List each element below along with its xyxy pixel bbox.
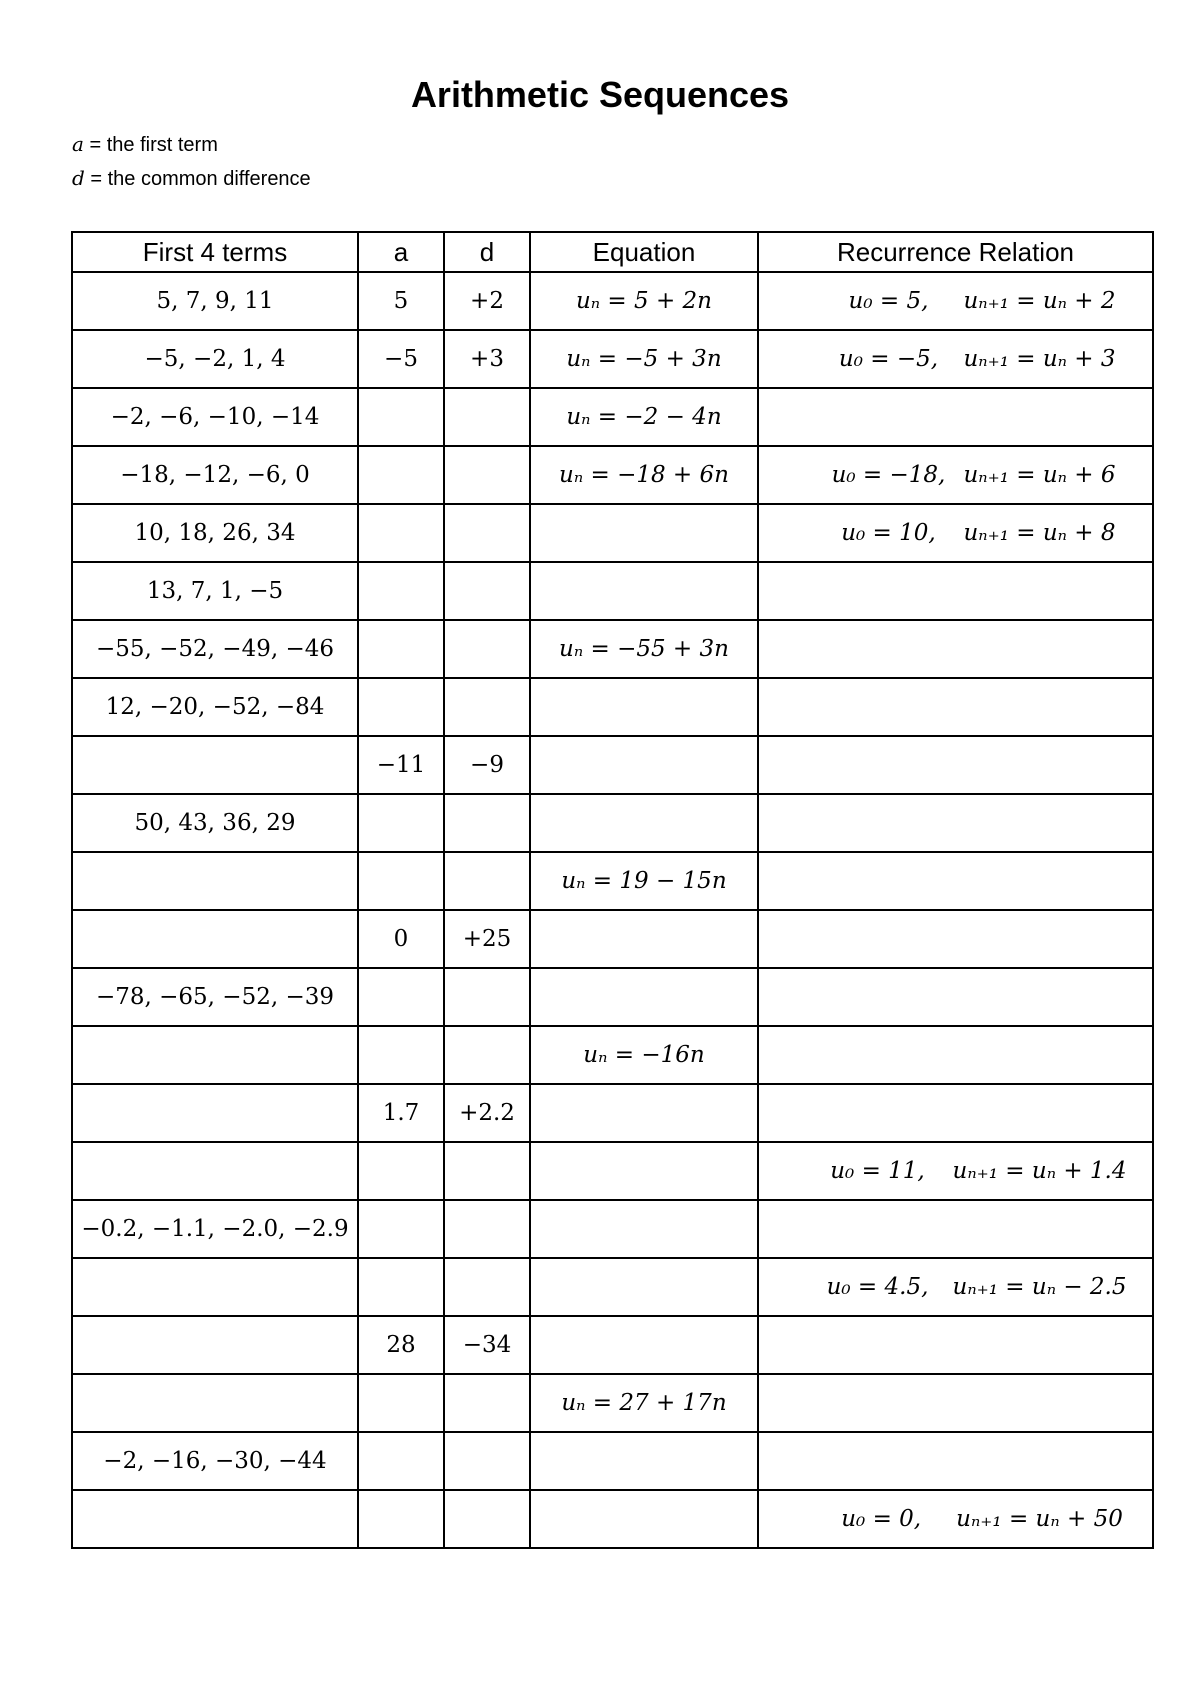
cell-d — [444, 678, 530, 736]
cell-a — [358, 794, 444, 852]
header-a: a — [358, 232, 444, 272]
cell-first-terms: −78, −65, −52, −39 — [72, 968, 358, 1026]
cell-a — [358, 968, 444, 1026]
table-row — [72, 794, 1153, 852]
table-row — [72, 1200, 1153, 1258]
table-row — [72, 504, 1153, 562]
cell-equation — [530, 794, 758, 852]
cell-d — [444, 1258, 530, 1316]
cell-recurrence — [758, 1258, 1153, 1316]
cell-recurrence — [758, 1084, 1153, 1142]
table-row — [72, 1142, 1153, 1200]
cell-equation — [530, 678, 758, 736]
cell-equation: uₙ = −2 − 4n — [530, 388, 758, 446]
cell-d — [444, 504, 530, 562]
cell-d: +3 — [444, 330, 530, 388]
table-row — [72, 388, 1153, 446]
table-row — [72, 272, 1153, 330]
recurrence-next-term: uₙ₊₁ = uₙ + 3 — [963, 346, 1116, 372]
cell-first-terms: −2, −16, −30, −44 — [72, 1432, 358, 1490]
cell-a: 0 — [358, 910, 444, 968]
cell-equation — [530, 736, 758, 794]
cell-first-terms — [72, 1316, 358, 1374]
cell-d — [444, 1142, 530, 1200]
recurrence-initial-term: u₀ = 4.5, — [826, 1274, 929, 1300]
recurrence-next-term: uₙ₊₁ = uₙ + 8 — [963, 520, 1116, 546]
cell-first-terms — [72, 852, 358, 910]
cell-d — [444, 388, 530, 446]
cell-equation: uₙ = −18 + 6n — [530, 446, 758, 504]
cell-first-terms: 10, 18, 26, 34 — [72, 504, 358, 562]
table-row — [72, 1316, 1153, 1374]
definition-d-variable: d — [72, 166, 85, 190]
cell-a — [358, 620, 444, 678]
cell-recurrence — [758, 272, 1153, 330]
cell-recurrence — [758, 1026, 1153, 1084]
cell-equation: uₙ = 27 + 17n — [530, 1374, 758, 1432]
cell-d — [444, 1200, 530, 1258]
cell-a — [358, 678, 444, 736]
table-row — [72, 852, 1153, 910]
recurrence-initial-term: u₀ = −18, — [831, 462, 946, 488]
header-recurrence: Recurrence Relation — [758, 232, 1153, 272]
cell-d — [444, 1490, 530, 1548]
cell-d: +2.2 — [444, 1084, 530, 1142]
table-row — [72, 1490, 1153, 1548]
cell-first-terms: −5, −2, 1, 4 — [72, 330, 358, 388]
cell-a — [358, 1026, 444, 1084]
recurrence-next-term: uₙ₊₁ = uₙ − 2.5 — [952, 1274, 1127, 1300]
table-row — [72, 1258, 1153, 1316]
table-body — [72, 272, 1153, 1548]
cell-recurrence — [758, 794, 1153, 852]
cell-a — [358, 1490, 444, 1548]
cell-a — [358, 1374, 444, 1432]
cell-recurrence — [758, 1142, 1153, 1200]
cell-equation — [530, 1258, 758, 1316]
definition-a — [72, 132, 218, 157]
cell-recurrence — [758, 1374, 1153, 1432]
header-equation: Equation — [530, 232, 758, 272]
cell-d — [444, 1432, 530, 1490]
header-d: d — [444, 232, 530, 272]
cell-a — [358, 1258, 444, 1316]
cell-equation — [530, 1200, 758, 1258]
cell-first-terms: −2, −6, −10, −14 — [72, 388, 358, 446]
cell-recurrence — [758, 678, 1153, 736]
cell-a: −5 — [358, 330, 444, 388]
cell-a: 5 — [358, 272, 444, 330]
header-row — [72, 232, 1153, 272]
cell-recurrence — [758, 1316, 1153, 1374]
cell-equation — [530, 910, 758, 968]
cell-first-terms — [72, 1490, 358, 1548]
cell-equation — [530, 562, 758, 620]
cell-a — [358, 446, 444, 504]
table-row — [72, 1026, 1153, 1084]
recurrence-initial-term: u₀ = 0, — [841, 1506, 922, 1532]
recurrence-next-term: uₙ₊₁ = uₙ + 6 — [963, 462, 1116, 488]
cell-a — [358, 1432, 444, 1490]
cell-a — [358, 852, 444, 910]
cell-recurrence — [758, 1432, 1153, 1490]
cell-recurrence — [758, 852, 1153, 910]
recurrence-initial-term: u₀ = 5, — [848, 288, 929, 314]
cell-recurrence — [758, 504, 1153, 562]
table-row — [72, 562, 1153, 620]
table-row — [72, 968, 1153, 1026]
cell-first-terms: −18, −12, −6, 0 — [72, 446, 358, 504]
recurrence-next-term: uₙ₊₁ = uₙ + 2 — [963, 288, 1116, 314]
table-row — [72, 620, 1153, 678]
cell-a — [358, 504, 444, 562]
cell-d — [444, 446, 530, 504]
cell-equation — [530, 1432, 758, 1490]
cell-d — [444, 1026, 530, 1084]
page-title: Arithmetic Sequences — [410, 74, 790, 115]
cell-equation — [530, 504, 758, 562]
recurrence-initial-term: u₀ = 10, — [841, 520, 936, 546]
cell-first-terms — [72, 1084, 358, 1142]
cell-d: +2 — [444, 272, 530, 330]
table-row — [72, 330, 1153, 388]
cell-equation — [530, 1084, 758, 1142]
definition-d — [72, 166, 311, 191]
header-first-terms: First 4 terms — [72, 232, 358, 272]
table-row — [72, 910, 1153, 968]
cell-equation — [530, 1142, 758, 1200]
cell-first-terms: 5, 7, 9, 11 — [72, 272, 358, 330]
cell-first-terms — [72, 910, 358, 968]
cell-d — [444, 562, 530, 620]
cell-equation — [530, 1490, 758, 1548]
cell-d: −9 — [444, 736, 530, 794]
recurrence-next-term: uₙ₊₁ = uₙ + 1.4 — [952, 1158, 1127, 1184]
cell-d — [444, 852, 530, 910]
cell-recurrence — [758, 388, 1153, 446]
cell-a — [358, 562, 444, 620]
table-row — [72, 736, 1153, 794]
cell-equation: uₙ = 5 + 2n — [530, 272, 758, 330]
cell-d: −34 — [444, 1316, 530, 1374]
definition-a-variable: a — [72, 132, 84, 156]
cell-a — [358, 388, 444, 446]
cell-first-terms — [72, 736, 358, 794]
cell-recurrence — [758, 910, 1153, 968]
cell-d — [444, 968, 530, 1026]
cell-recurrence — [758, 736, 1153, 794]
cell-a: 1.7 — [358, 1084, 444, 1142]
table-row — [72, 1374, 1153, 1432]
table-row — [72, 1432, 1153, 1490]
cell-first-terms: 50, 43, 36, 29 — [72, 794, 358, 852]
cell-a — [358, 1142, 444, 1200]
cell-recurrence — [758, 330, 1153, 388]
cell-recurrence — [758, 620, 1153, 678]
recurrence-initial-term: u₀ = 11, — [830, 1158, 925, 1184]
cell-equation — [530, 1316, 758, 1374]
cell-a: −11 — [358, 736, 444, 794]
table-row — [72, 446, 1153, 504]
table-row — [72, 1084, 1153, 1142]
definition-a-text: = the first term — [83, 134, 218, 156]
cell-first-terms: −0.2, −1.1, −2.0, −2.9 — [72, 1200, 358, 1258]
cell-first-terms: 13, 7, 1, −5 — [72, 562, 358, 620]
cell-first-terms: −55, −52, −49, −46 — [72, 620, 358, 678]
cell-d: +25 — [444, 910, 530, 968]
cell-d — [444, 620, 530, 678]
cell-equation — [530, 968, 758, 1026]
cell-a — [358, 1200, 444, 1258]
cell-recurrence — [758, 562, 1153, 620]
cell-a: 28 — [358, 1316, 444, 1374]
cell-recurrence — [758, 1490, 1153, 1548]
cell-first-terms — [72, 1258, 358, 1316]
cell-equation: uₙ = 19 − 15n — [530, 852, 758, 910]
table-row — [72, 678, 1153, 736]
cell-d — [444, 1374, 530, 1432]
cell-first-terms — [72, 1374, 358, 1432]
cell-equation: uₙ = −55 + 3n — [530, 620, 758, 678]
cell-equation: uₙ = −16n — [530, 1026, 758, 1084]
cell-first-terms: 12, −20, −52, −84 — [72, 678, 358, 736]
cell-equation: uₙ = −5 + 3n — [530, 330, 758, 388]
sequences-table — [71, 231, 1154, 1549]
cell-d — [444, 794, 530, 852]
cell-recurrence — [758, 968, 1153, 1026]
cell-recurrence — [758, 446, 1153, 504]
recurrence-initial-term: u₀ = −5, — [838, 346, 939, 372]
cell-first-terms — [72, 1026, 358, 1084]
cell-first-terms — [72, 1142, 358, 1200]
recurrence-next-term: uₙ₊₁ = uₙ + 50 — [956, 1506, 1123, 1532]
definition-d-text: = the common difference — [84, 168, 311, 190]
cell-recurrence — [758, 1200, 1153, 1258]
